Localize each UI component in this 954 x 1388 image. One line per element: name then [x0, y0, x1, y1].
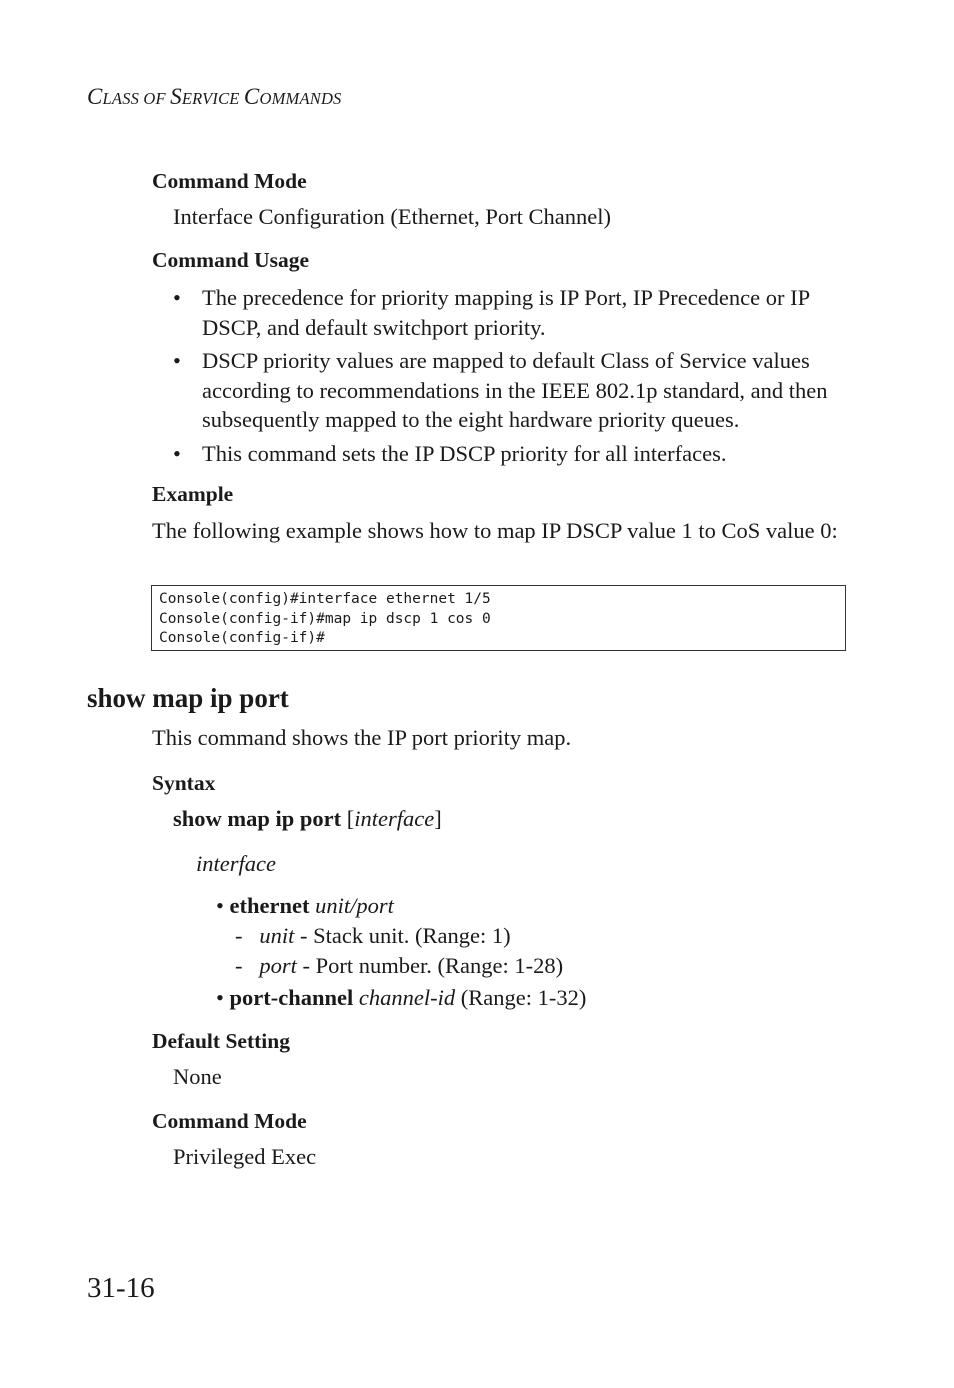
running-head: CLASS OF SERVICE COMMANDS: [87, 84, 342, 109]
command-mode-value: Interface Configuration (Ethernet, Port Channel): [173, 204, 611, 229]
default-setting-value: None: [173, 1064, 222, 1089]
usage-bullet-item: • DSCP priority values are mapped to default Class of Service values according to recommendations in the IEEE 802.1p standard, and then subsequently mapped to the eight hardware priority queues.: [173, 348, 828, 432]
bullet-glyph: •: [216, 985, 224, 1010]
bullet-glyph: •: [173, 348, 181, 373]
command-heading: show map ip port: [87, 683, 289, 713]
page-number: 31-16: [87, 1272, 155, 1304]
usage-bullet-list: [173, 283, 853, 472]
option-ethernet: • ethernet unit/port: [216, 893, 394, 918]
example-label: Example: [152, 482, 234, 506]
option-port: - port - Port number. (Range: 1-28): [235, 953, 564, 978]
command-usage-label: Command Usage: [152, 248, 310, 272]
bullet-glyph: •: [216, 893, 224, 918]
syntax-label: Syntax: [152, 771, 216, 795]
command-mode-label-2: Command Mode: [152, 1109, 307, 1133]
option-port-channel: • port-channel channel-id (Range: 1-32): [216, 985, 587, 1010]
default-setting-label: Default Setting: [152, 1029, 290, 1053]
command-description: This command shows the IP port priority map.: [152, 725, 572, 750]
command-mode-label: Command Mode: [152, 169, 307, 193]
usage-bullet-item: • The precedence for priority mapping is IP Port, IP Precedence or IP DSCP, and default switchport priority.: [173, 285, 810, 340]
bullet-glyph: •: [173, 440, 181, 466]
syntax-line: show map ip port [interface]: [173, 806, 442, 831]
syntax-command: show map ip port: [173, 806, 342, 831]
param-name: interface: [196, 851, 276, 876]
command-mode-value-2: Privileged Exec: [173, 1144, 317, 1169]
code-line: Console(config-if)#: [159, 630, 325, 646]
syntax-param: interface: [354, 806, 435, 831]
usage-bullet-item: • This command sets the IP DSCP priority for all interfaces.: [173, 439, 853, 469]
code-example-box: [151, 585, 846, 651]
code-line: Console(config-if)#map ip dscp 1 cos 0: [159, 610, 491, 627]
bullet-glyph: •: [173, 285, 181, 310]
example-text: The following example shows how to map IP DSCP value 1 to CoS value 0:: [152, 518, 838, 543]
option-unit: - unit - Stack unit. (Range: 1): [235, 923, 511, 948]
code-line: Console(config)#interface ethernet 1/5: [159, 591, 491, 607]
